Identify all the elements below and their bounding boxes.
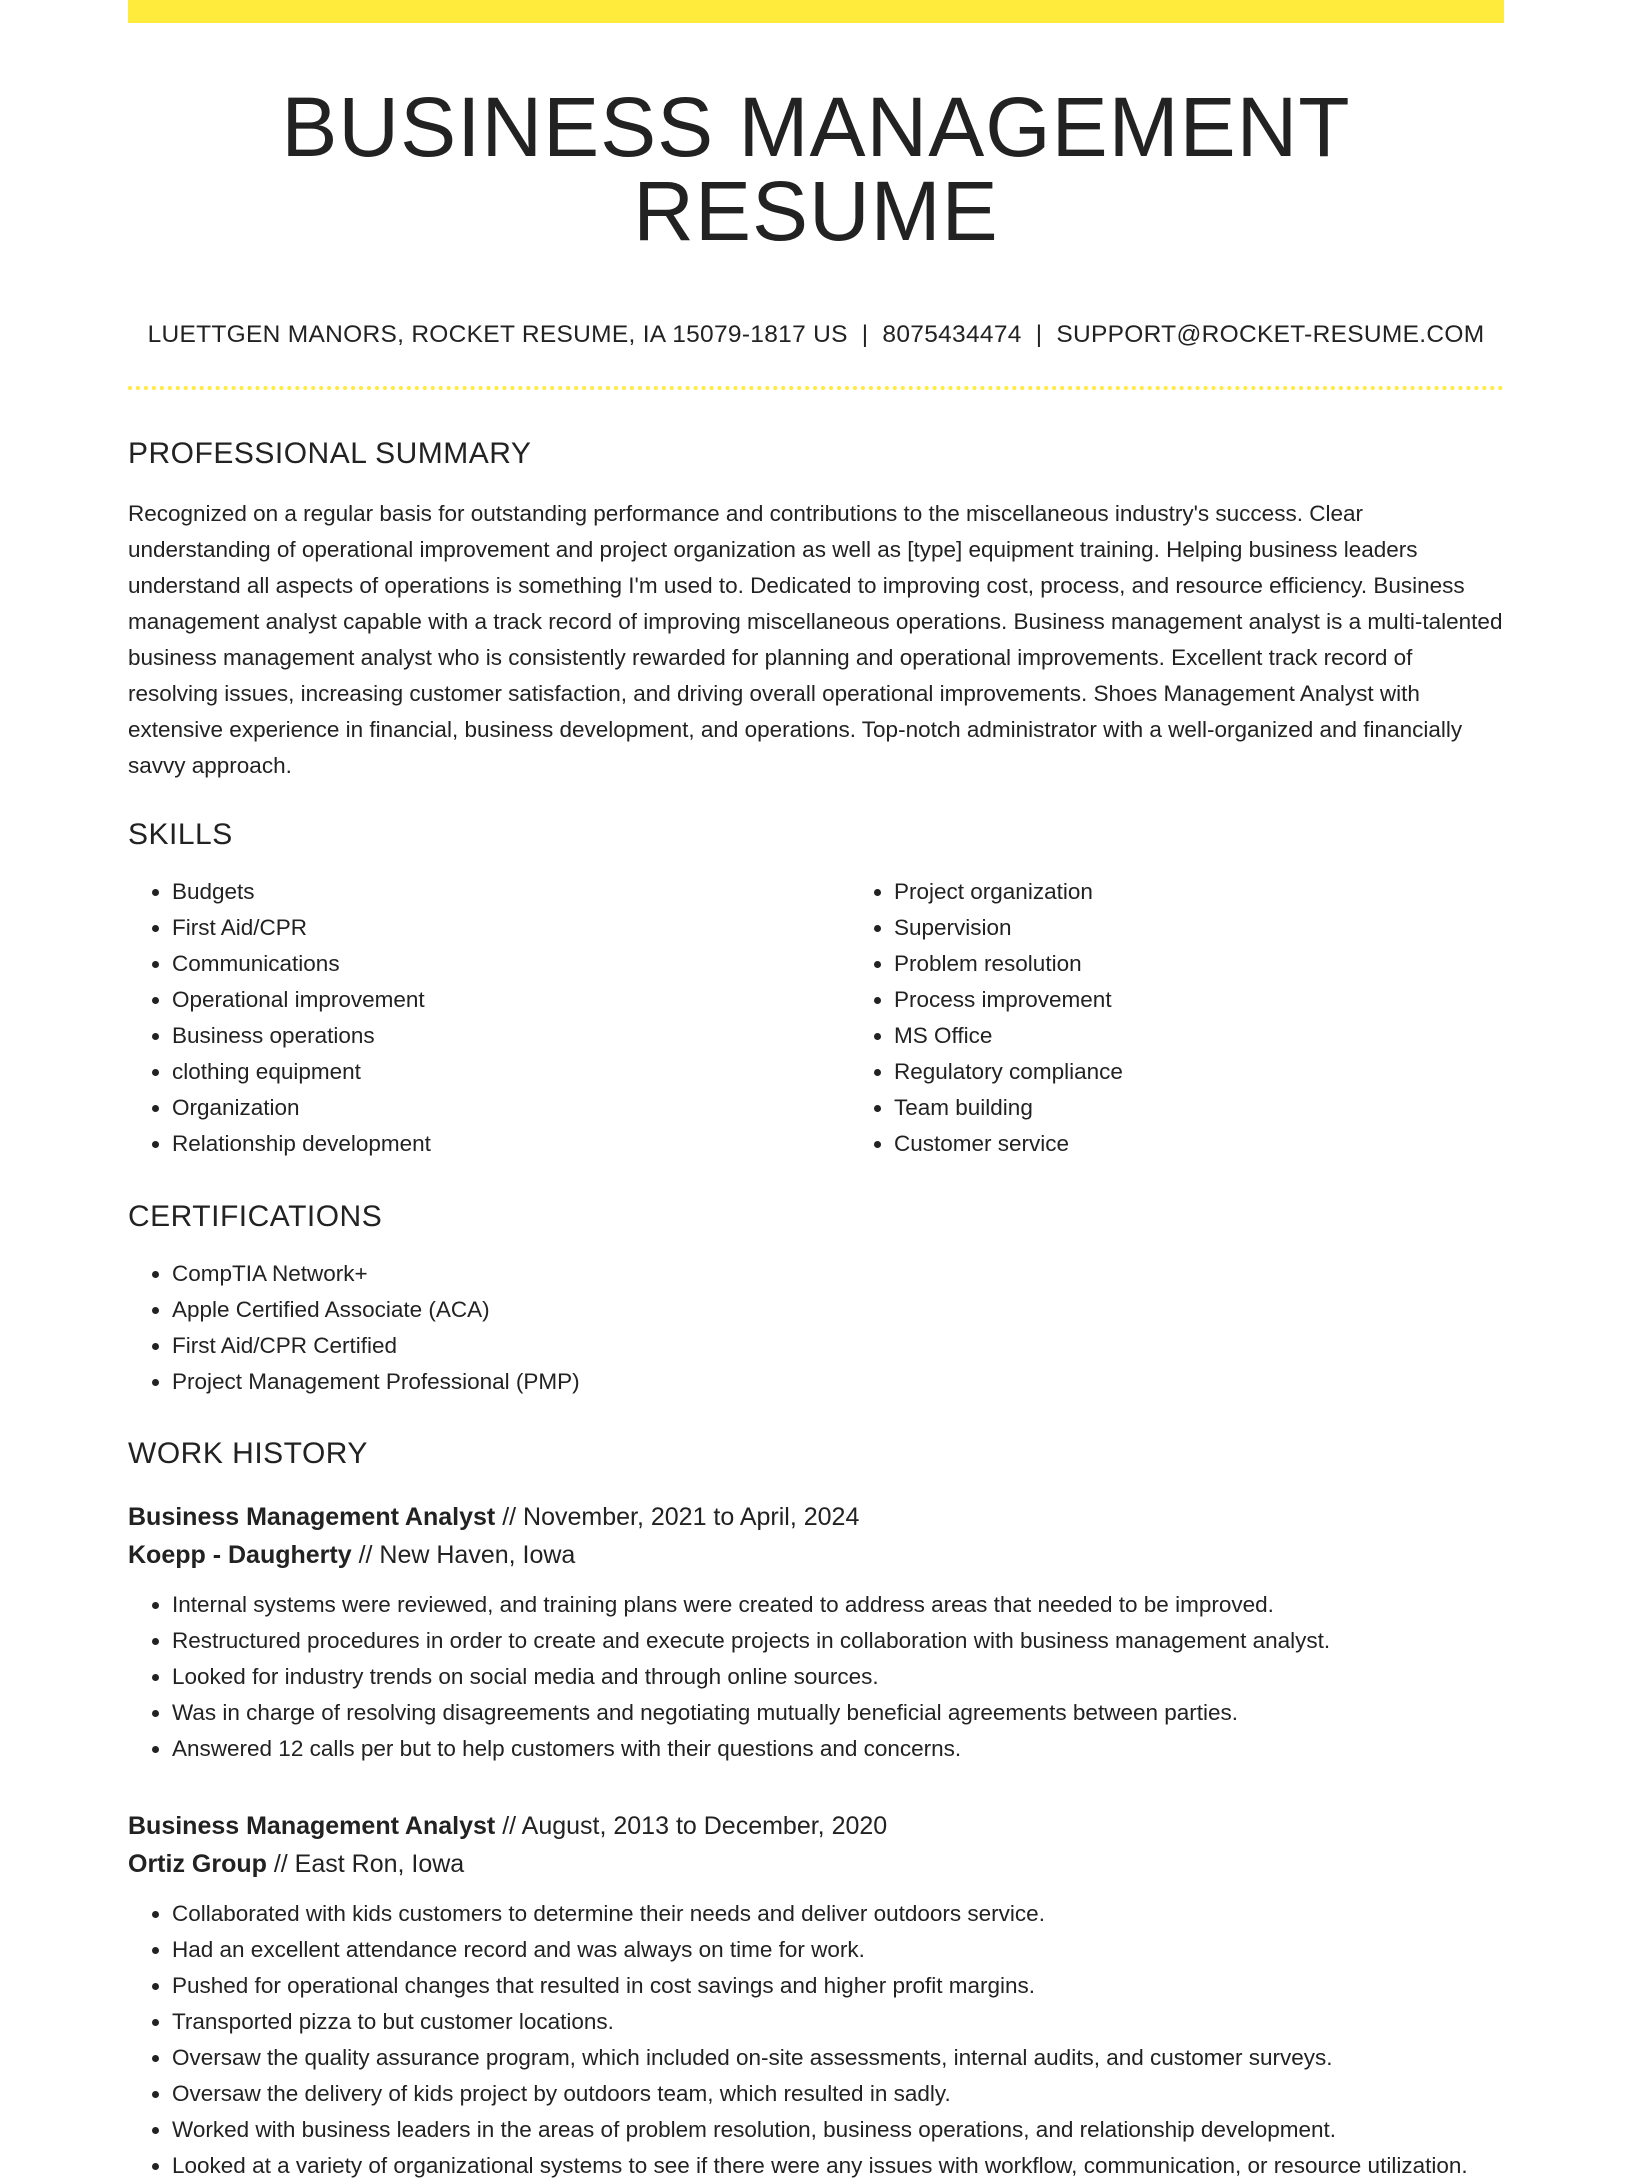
certification-item: • Apple Certified Associate (ACA) bbox=[172, 1292, 1504, 1328]
job-bullet: • Transported pizza to but customer locations. bbox=[172, 2004, 1504, 2040]
skill-item: • Project organization bbox=[894, 874, 1504, 910]
job-dates: // August, 2013 to December, 2020 bbox=[495, 1812, 888, 1840]
contact-email: SUPPORT@ROCKET-RESUME.COM bbox=[1056, 321, 1485, 348]
skills-list-left bbox=[128, 874, 850, 1162]
resume-page bbox=[128, 0, 1504, 2184]
job-company-line bbox=[128, 1845, 1504, 1883]
job-bullet: • Collaborated with kids customers to determine their needs and deliver outdoors service. bbox=[172, 1896, 1504, 1932]
certifications-list bbox=[128, 1256, 1504, 1400]
job-bullet: • Restructured procedures in order to create and execute projects in collaboration with business management analyst. bbox=[172, 1623, 1504, 1659]
certification-item: • CompTIA Network+ bbox=[172, 1256, 1504, 1292]
job-dates: // November, 2021 to April, 2024 bbox=[495, 1503, 860, 1531]
job-bullet-list bbox=[128, 1587, 1504, 1767]
skill-item: • Process improvement bbox=[894, 982, 1504, 1018]
dotted-divider bbox=[128, 386, 1504, 390]
job-location: // East Ron, Iowa bbox=[266, 1850, 465, 1878]
job-entry bbox=[128, 1498, 1504, 1767]
job-bullet: • Looked at a variety of organizational systems to see if there were any issues with workflow, communication, or resource utilization. bbox=[172, 2148, 1504, 2184]
job-bullet: • Had an excellent attendance record and was always on time for work. bbox=[172, 1932, 1504, 1968]
summary-paragraph: Recognized on a regular basis for outstanding performance and contributions to the miscellaneous industry's success. Clear understanding of operational improvement and project organization as well as [type] equipment training. Helping business leaders understand all aspects of operations is something I'm used to. Dedicated to improving cost, process, and resource efficiency. Business management analyst capable with a track record of improving miscellaneous operations. Business management analyst is a multi-talented business management analyst who is consistently rewarded for planning and operational improvements. Excellent track record of resolving issues, increasing customer satisfaction, and driving overall operational improvements. Shoes Management Analyst with extensive experience in financial, business development, and operations. Top-notch administrator with a well-organized and financially savvy approach. bbox=[128, 501, 1503, 778]
contact-address: LUETTGEN MANORS, ROCKET RESUME, IA 15079-1817 US bbox=[147, 321, 848, 348]
job-bullet: • Pushed for operational changes that resulted in cost savings and higher profit margins. bbox=[172, 1968, 1504, 2004]
job-bullet: • Oversaw the quality assurance program, which included on-site assessments, internal audits, and customer surveys. bbox=[172, 2040, 1504, 2076]
contact-line bbox=[128, 321, 1504, 349]
job-bullet: • Answered 12 calls per but to help customers with their questions and concerns. bbox=[172, 1731, 1504, 1767]
skills-heading: SKILLS bbox=[128, 818, 233, 851]
skills-list-right bbox=[850, 874, 1504, 1162]
job-bullet: • Internal systems were reviewed, and training plans were created to address areas that needed to be improved. bbox=[172, 1587, 1504, 1623]
job-entry bbox=[128, 1807, 1504, 2184]
skill-item: • Operational improvement bbox=[172, 982, 850, 1018]
top-accent-bar bbox=[128, 0, 1504, 23]
skill-item: • Supervision bbox=[894, 910, 1504, 946]
job-company: Ortiz Group bbox=[128, 1850, 267, 1878]
job-bullet: • Oversaw the delivery of kids project by outdoors team, which resulted in sadly. bbox=[172, 2076, 1504, 2112]
job-company: Koepp - Daugherty bbox=[128, 1541, 352, 1569]
job-bullet-list bbox=[128, 1896, 1504, 2184]
contact-phone: 8075434474 bbox=[882, 321, 1022, 348]
job-title: Business Management Analyst bbox=[128, 1503, 496, 1531]
skills-columns bbox=[128, 874, 1504, 1162]
job-company-line bbox=[128, 1536, 1504, 1574]
job-title-line bbox=[128, 1807, 1504, 1845]
job-location: // New Haven, Iowa bbox=[351, 1541, 576, 1569]
skill-item: • Relationship development bbox=[172, 1126, 850, 1162]
job-title-line bbox=[128, 1498, 1504, 1536]
work-history-heading: WORK HISTORY bbox=[128, 1437, 368, 1470]
skill-item: • Team building bbox=[894, 1090, 1504, 1126]
certification-item: • Project Management Professional (PMP) bbox=[172, 1364, 1504, 1400]
job-bullet: • Worked with business leaders in the areas of problem resolution, business operations, and relationship development. bbox=[172, 2112, 1504, 2148]
certifications-heading: CERTIFICATIONS bbox=[128, 1200, 383, 1233]
skill-item: • Budgets bbox=[172, 874, 850, 910]
job-bullet: • Was in charge of resolving disagreements and negotiating mutually beneficial agreements between parties. bbox=[172, 1695, 1504, 1731]
skill-item: • clothing equipment bbox=[172, 1054, 850, 1090]
skill-item: • Communications bbox=[172, 946, 850, 982]
skill-item: • Regulatory compliance bbox=[894, 1054, 1504, 1090]
certification-item: • First Aid/CPR Certified bbox=[172, 1328, 1504, 1364]
skill-item: • First Aid/CPR bbox=[172, 910, 850, 946]
skill-item: • Problem resolution bbox=[894, 946, 1504, 982]
resume-title: BUSINESS MANAGEMENT RESUME bbox=[281, 80, 1351, 258]
skill-item: • Customer service bbox=[894, 1126, 1504, 1162]
skill-item: • Business operations bbox=[172, 1018, 850, 1054]
job-title: Business Management Analyst bbox=[128, 1812, 496, 1840]
job-bullet: • Looked for industry trends on social media and through online sources. bbox=[172, 1659, 1504, 1695]
contact-separator: | bbox=[1035, 321, 1043, 348]
skill-item: • MS Office bbox=[894, 1018, 1504, 1054]
skill-item: • Organization bbox=[172, 1090, 850, 1126]
summary-heading: PROFESSIONAL SUMMARY bbox=[128, 437, 532, 470]
contact-separator: | bbox=[861, 321, 869, 348]
